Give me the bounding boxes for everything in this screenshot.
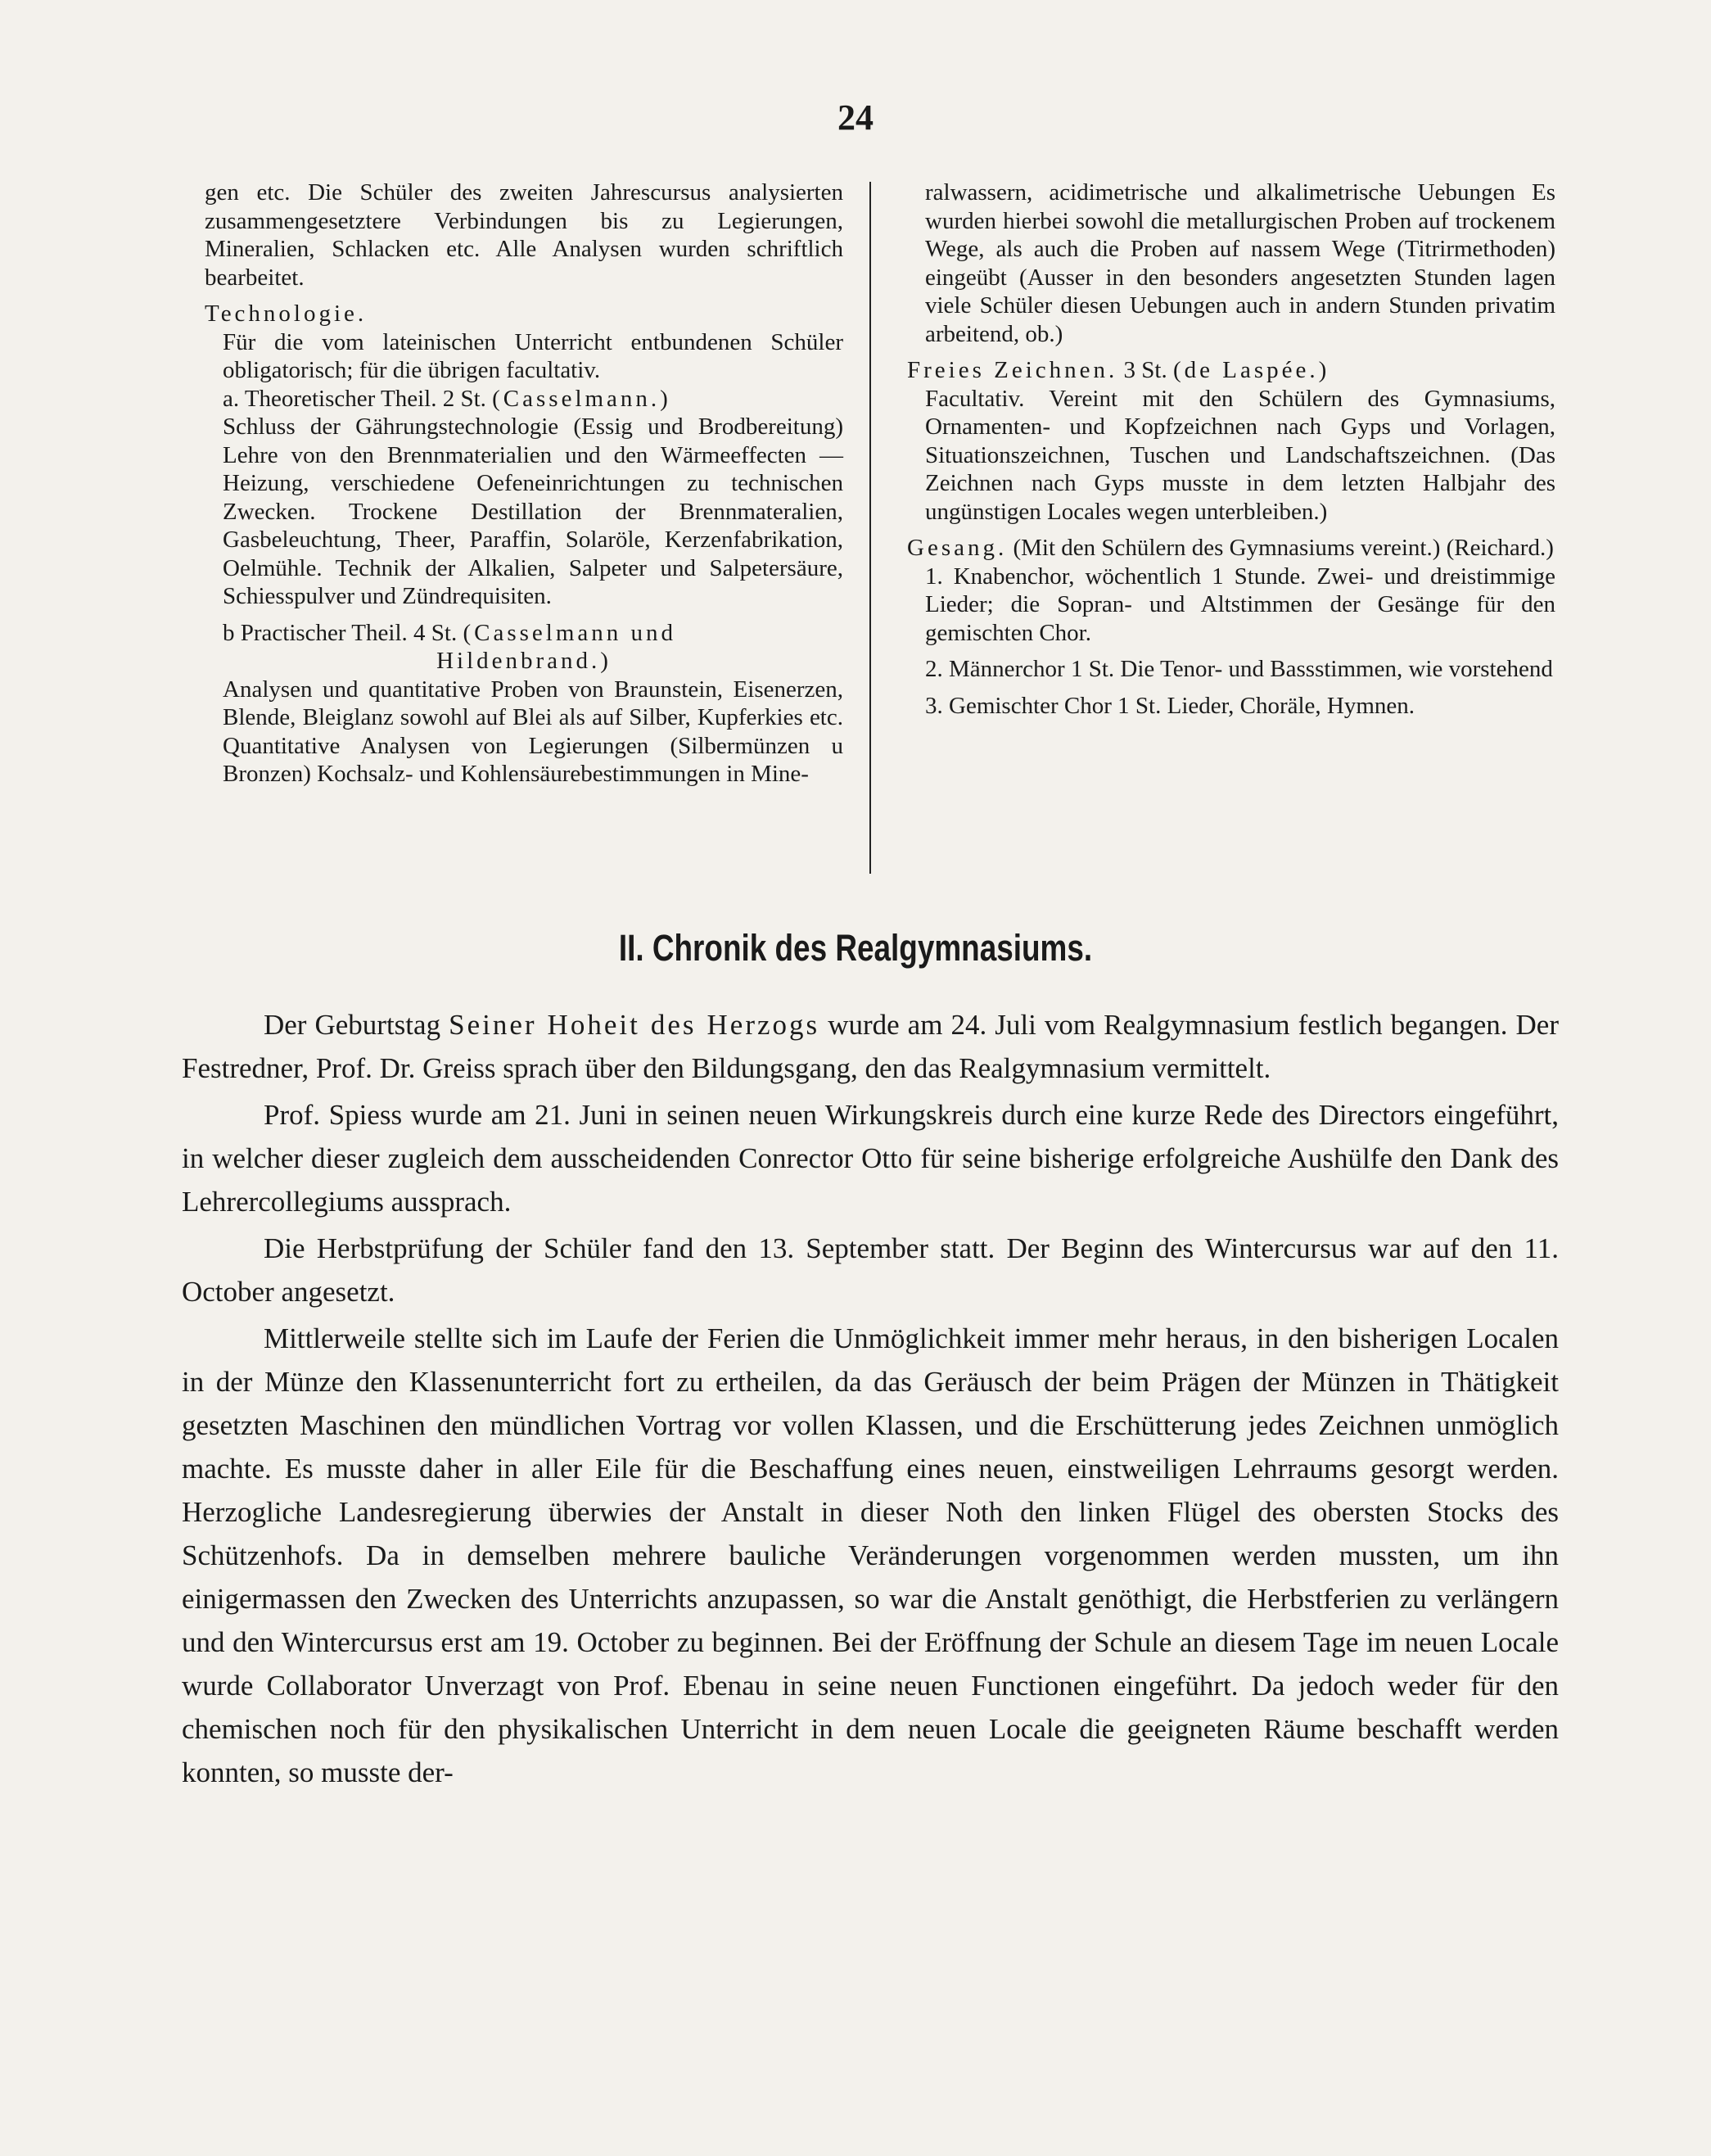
zeichnen-teacher: (de Laspée.)	[1172, 357, 1330, 383]
page-number: 24	[837, 97, 874, 138]
theoretical-part-label: a. Theoretischer Theil. 2 St.	[223, 385, 486, 412]
chronik-paragraph-localities: Mittlerweile stellte sich im Laufe der Ferien die Unmöglichkeit immer mehr heraus, in den bisherigen Localen in der Münze den Klassenunterricht fort zu ertheilen, da das Geräusch der beim Prägen der Münzen in Thätigkeit gesetzten Maschinen den mündlichen Vortrag vor vollen Klassen, und die Erschütterung jedes Zeichnen unmöglich machte. Es musste daher in aller Eile für die Beschaffung eines neuen, einstweiligen Lehrraums gesorgt werden. Herzogliche Landesregierung überwies der Anstalt in dieser Noth den linken Flügel des obersten Stocks des Schützenhofs. Da in demselben mehrere bauliche Veränderungen vorgenommen werden mussten, um ihn einigermassen den Zwecken des Unterrichts anzupassen, so war die Anstalt genöthigt, die Herbstferien zu verlängern und den Wintercursus erst am 19. October zu beginnen. Bei der Eröffnung der Schule an diesem Tage im neuen Locale wurde Collaborator Unverzagt von Prof. Ebenau in seine neuen Functionen eingeführt. Da jedoch weder für den chemischen noch für den physikalischen Unterricht in dem neuen Locale die geeigneten Räume beschafft werden konnten, so musste der-	[182, 1322, 1559, 1788]
practical-part-teacher-1: (Casselmann und	[463, 619, 677, 646]
gesang-item-maennerchor: 2. Männerchor 1 St. Die Tenor- und Bassstimmen, wie vorstehend	[925, 656, 1553, 682]
heading-gesang: Gesang.	[907, 535, 1008, 561]
left-paragraph-analyses: Analysen und quantitative Proben von Braunstein, Eisenerzen, Blende, Bleiglanz sowohl auf Blei als auf Silber, Kupferkies etc. Quantitative Analysen von Legierungen (Silbermünzen u Bronzen) Kochsalz- und Kohlensäurebestimmungen in Mine-	[223, 676, 843, 787]
chronik-birthday-start: Der Geburtstag	[264, 1009, 441, 1041]
left-paragraph-chemistry: gen etc. Die Schüler des zweiten Jahrescursus analysierten zusammengesetztere Verbindungen bis zu Legierungen, Mineralien, Schlacken etc. Alle Analysen wurden schriftlich bearbeitet.	[205, 179, 843, 291]
practical-part-label: b Practischer Theil. 4 St.	[223, 619, 458, 646]
gesang-item-gemischter-chor: 3. Gemischter Chor 1 St. Lieder, Choräle, Hymnen.	[925, 692, 1415, 719]
section-title: II. Chronik des Realgymnasiums.	[618, 927, 1093, 969]
heading-freies-zeichnen: Freies Zeichnen.	[907, 357, 1118, 383]
practical-part-teacher-2: Hildenbrand.)	[436, 648, 612, 674]
theoretical-part-teacher: (Casselmann.)	[492, 385, 671, 412]
column-divider	[869, 182, 871, 874]
chronik-paragraph-herbstpruefung: Die Herbstprüfung der Schüler fand den 13. September statt. Der Beginn des Wintercursus war auf den 11. October angesetzt.	[182, 1232, 1559, 1308]
right-paragraph-exercises: ralwassern, acidimetrische und alkalimetrische Uebungen Es wurden hierbei sowohl die metallurgischen Proben auf trockenem Wege, als auch die Proben auf nassem Wege (Titrirmethoden) eingeübt (Ausser in den besonders angesetzten Stunden lagen viele Schüler diesen Uebungen auch in andern Stunden privatim arbeitend, ob.)	[925, 179, 1555, 347]
gesang-item-knabenchor: 1. Knabenchor, wöchentlich 1 Stunde. Zwei- und dreistimmige Lieder; die Sopran- und Altstimmen der Gesänge für den gemischten Chor.	[925, 563, 1555, 646]
left-paragraph-theory: Schluss der Gährungstechnologie (Essig und Brodbereitung) Lehre von den Brennmaterialien und den Wärmeeffecten — Heizung, verschiedene Oefeneinrichtungen zu technischen Zwecken. Trockene Destillation der Brennmateralien, Gasbeleuchtung, Theer, Paraffin, Solaröle, Kerzenfabrikation, Oelmühle. Technik der Alkalien, Salpeter und Salpetersäure, Schiesspulver und Zündrequisiten.	[223, 414, 843, 609]
chronik-birthday-rest: wurde am 24. Juli vom Realgymnasium festlich begangen. Der Festredner, Prof. Dr. Greiss sprach über den Bildungsgang, den das Realgymnasium vermittelt.	[182, 1009, 1559, 1084]
left-paragraph-obligatory: Für die vom lateinischen Unterricht entbundenen Schüler obligatorisch; für die übrigen facultativ.	[223, 328, 843, 383]
right-column	[907, 179, 1555, 720]
chronik-paragraph-spiess: Prof. Spiess wurde am 21. Juni in seinen neuen Wirkungskreis durch eine kurze Rede des Directors eingeführt, in welcher dieser zugleich dem ausscheidenden Conrector Otto für seine bisherige erfolgreiche Aushülfe den Dank des Lehrercollegiums aussprach.	[182, 1099, 1559, 1218]
chronik-body	[182, 1003, 1559, 1797]
right-paragraph-zeichnen: Facultativ. Vereint mit den Schülern des Gymnasiums, Ornamenten- und Kopfzeichnen nach Gyps und Vorlagen, Situationszeichnen, Tuschen und Landschaftszeichnen. (Das Zeichnen nach Gyps musste in dem letzten Halbjahr des ungünstigen Locales wegen unterbleiben.)	[925, 385, 1555, 525]
chronik-paragraph-birthday	[182, 1003, 1559, 1090]
left-column	[205, 179, 843, 789]
gesang-text: (Mit den Schülern des Gymnasiums vereint.) (Reichard.)	[1013, 535, 1554, 561]
chronik-birthday-highness: Seiner Hoheit des Herzogs	[449, 1009, 820, 1041]
heading-technologie: Technologie.	[205, 301, 368, 327]
zeichnen-hours: 3 St.	[1123, 357, 1167, 383]
